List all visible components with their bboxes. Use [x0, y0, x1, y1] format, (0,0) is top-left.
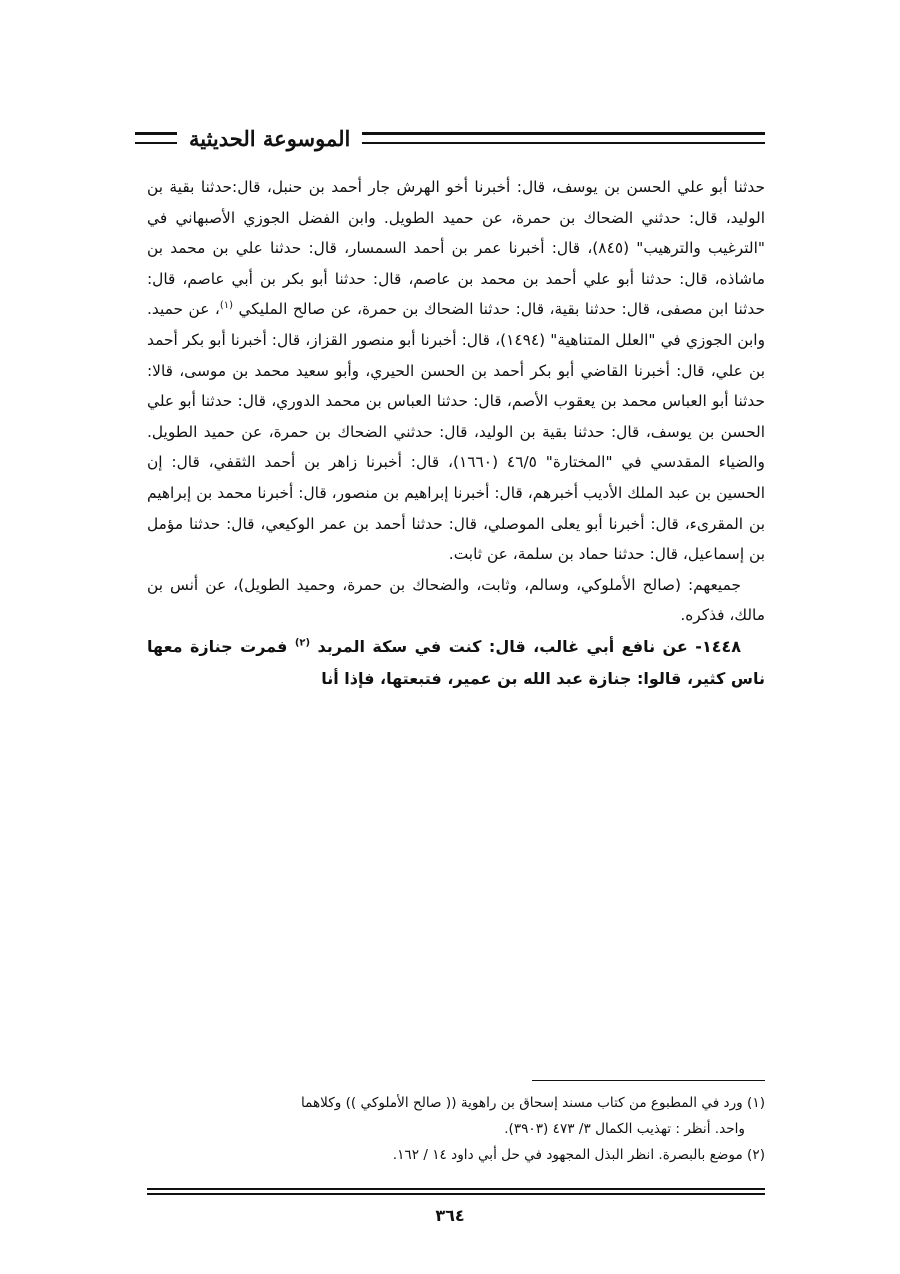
hadith-text-part2: فمرت جنازة معها ناس كثير، قالوا: جنازة عبد الله بن عمير، فتبعتها، فإذا أنا — [147, 636, 765, 688]
footnotes — [147, 1090, 765, 1168]
isnad-text-part2: ، عن حميد. وابن الجوزي في "العلل المتناهية" (١٤٩٤)، قال: أخبرنا أبو منصور القزاز، قال: أخبرنا أبو بكر أحمد بن علي، قال: أخبرنا القاضي أبو بكر أحمد بن الحسن الحيري، وأبو سعيد محمد بن موسى، قالا: حدثنا أبو العباس محمد بن يعقوب الأصم، قال: حدثنا العباس بن محمد الدوري، قال: حدثنا أبو علي الحسن بن يوسف، قال: حدثنا بقية بن الوليد، قال: حدثني الضحاك بن حمرة، عن حميد الطويل. والضياء المقدسي في "المختارة" ٤٦/٥ (١٦٦٠)، قال: أخبرنا زاهر بن أحمد الثقفي، قال: إن الحسين بن عبد الملك الأديب أخبرهم، قال: أخبرنا إبراهيم بن منصور، قال: أخبرنا محمد بن إبراهيم بن المقرىء، قال: أخبرنا أبو يعلى الموصلي، قال: حدثنا أحمد بن عمر الوكيعي، قال: حدثنا مؤمل بن إسماعيل، قال: حدثنا حماد بن سلمة، عن ثابت. — [147, 300, 765, 564]
footnote-2: (٢) موضع بالبصرة. انظر البذل المجهود في حل أبي داود ١٤ / ١٦٢. — [392, 1147, 765, 1163]
isnad-paragraph — [147, 172, 765, 570]
isnad-text-part1: حدثنا أبو علي الحسن بن يوسف، قال: أخبرنا أخو الهرش جار أحمد بن حنبل، قال:حدثنا بقية بن الوليد، قال: حدثني الضحاك بن حمرة، عن حميد الطويل. وابن الفضل الجوزي الأصبهاني في "الترغيب والترهيب" (٨٤٥)، قال: أخبرنا عمر بن أحمد السمسار، قال: حدثنا علي بن محمد بن ماشاذه، قال: حدثنا أبو علي أحمد بن محمد بن عاصم، قال: حدثنا أبو بكر بن أبي عاصم، قال: حدثنا ابن مصفى، قال: حدثنا بقية، قال: حدثنا الضحاك بن حمرة، عن صالح المليكي — [147, 178, 765, 319]
footnote-ref-2[interactable]: (٢) — [294, 637, 311, 649]
main-text — [147, 172, 765, 695]
footnote-ref-1[interactable]: (١) — [219, 300, 233, 312]
footnote-1: (١) ورد في المطبوع من كتاب مسند إسحاق بن راهوية (( صالح الأملوكي )) وكلاهما — [300, 1095, 765, 1111]
header-rule-long — [362, 132, 765, 144]
header-rule-short — [135, 132, 177, 144]
header-title: الموسوعة الحديثية — [189, 125, 351, 151]
footnote-divider — [532, 1080, 765, 1081]
page-number: ٣٦٤ — [435, 1206, 465, 1225]
summary-paragraph: جميعهم: (صالح الأملوكي، وسالم، وثابت، والضحاك بن حمرة، وحميد الطويل)، عن أنس بن مالك، فذكره. — [147, 575, 765, 625]
running-header — [135, 118, 765, 158]
hadith-paragraph — [147, 631, 765, 695]
bottom-rule-thick — [147, 1188, 765, 1190]
bottom-rule-thin — [147, 1193, 765, 1195]
hadith-text-part1: ١٤٤٨- عن نافع أبي غالب، قال: كنت في سكة المربد — [317, 636, 741, 656]
footnote-1-continuation: واحد. أنظر : تهذيب الكمال ٣/ ٤٧٣ (٣٩٠٣). — [504, 1121, 745, 1137]
